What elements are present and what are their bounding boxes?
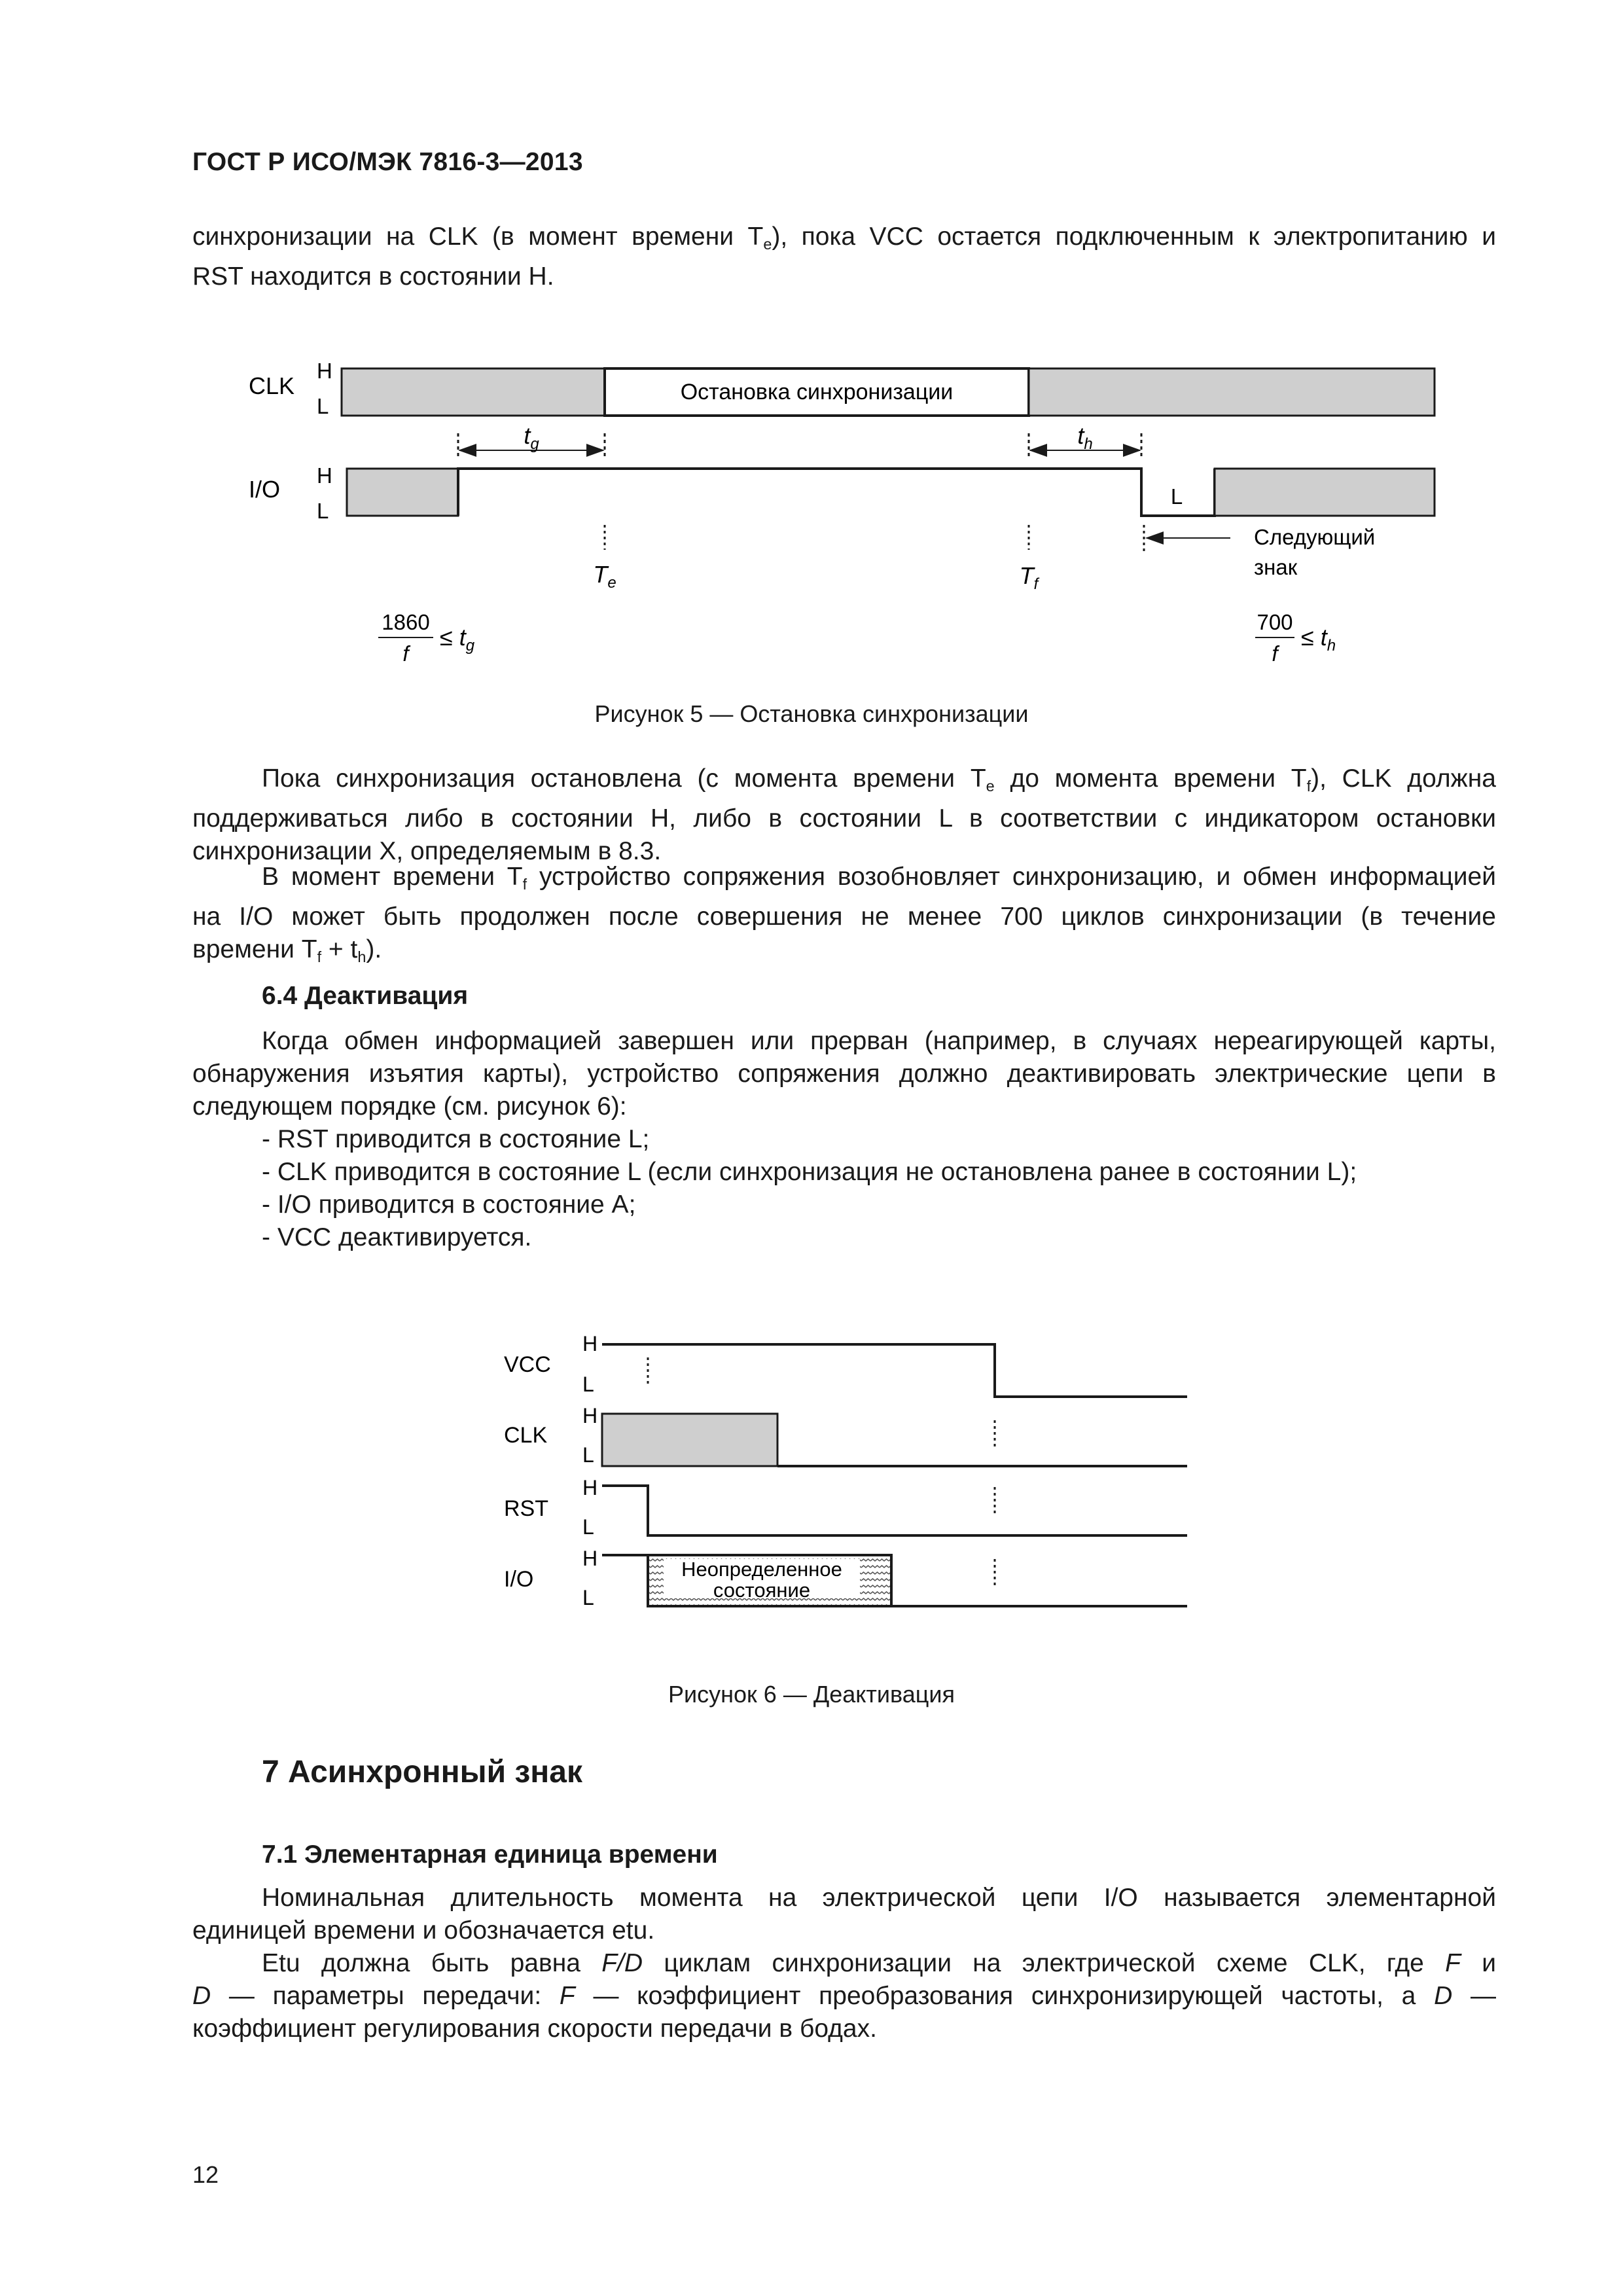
- section-7-1-paragraph-2: Etu должна быть равна F/D циклам синхронизации на электрической схеме CLK, где F и D — параметры передачи: F — коэффициент преобразования синхронизирующей частоты, а D — коэффициент регулирования скорости передачи в бодах.: [192, 1949, 1496, 2043]
- io6-l: L: [582, 1586, 594, 1609]
- page-number: 12: [192, 2161, 219, 2188]
- io-label: I/O: [249, 476, 281, 503]
- figure5-caption: Рисунок 5 — Остановка синхронизации: [594, 700, 1029, 727]
- th-label: $t_h$: [1077, 422, 1093, 453]
- list-item: - VCC деактивируется.: [262, 1223, 532, 1251]
- io-active-block-2: [1215, 469, 1435, 516]
- clk-label: CLK: [249, 372, 295, 399]
- figure5-diagram: [0, 340, 1623, 707]
- formula-left-den: f: [402, 641, 409, 666]
- io-low-label: L: [1170, 484, 1183, 509]
- undefined-label-2: состояние: [713, 1579, 811, 1602]
- clk-l: L: [317, 394, 329, 418]
- formula-left-num: 1860: [382, 610, 430, 634]
- io-l: L: [317, 499, 329, 523]
- clk6-l: L: [582, 1443, 594, 1467]
- intro-paragraph: [192, 221, 1496, 293]
- vcc-label: VCC: [504, 1352, 551, 1377]
- clk-pulse-block-1: [342, 368, 605, 416]
- vcc-signal: [602, 1344, 1187, 1397]
- clk-pulse-block-2: [1029, 368, 1435, 416]
- te-label: $T_e$: [593, 561, 616, 592]
- section-7-1-title: 7.1 Элементарная единица времени: [262, 1840, 718, 1869]
- intro-text-end: ), пока VCC остается подключенным к электропитанию и: [772, 223, 1496, 251]
- intro-line2: RST находится в состоянии H.: [192, 262, 554, 291]
- io6-label: I/O: [504, 1567, 534, 1592]
- next-char-label-2: знак: [1254, 555, 1298, 579]
- section-6-4-paragraph: Когда обмен информацией завершен или прерван (например, в случаях нереагирующей карты, обнаружения изъятия карты), устройство сопряжения должно деактивировать электрические цепи в следующем порядке (см. рисунок 6):: [192, 1027, 1496, 1121]
- io6-h: H: [582, 1547, 598, 1570]
- rst-signal: [602, 1486, 1187, 1535]
- list-item: - RST приводится в состояние L;: [262, 1125, 650, 1153]
- paragraph-clock-stop: Пока синхронизация остановлена (с момента времени $T_e$ до момента времени $T_f$), CLK должна поддерживаться либо в состоянии H, либо в состоянии L в соответствии с индикатором остановки синхронизации X, определяемым в 8.3.: [192, 764, 1496, 866]
- document-header: ГОСТ Р ИСО/МЭК 7816-3—2013: [192, 148, 583, 176]
- list-item: - CLK приводится в состояние L (если синхронизация не остановлена ранее в состоянии L);: [262, 1158, 1357, 1186]
- next-char-label-1: Следующий: [1254, 525, 1376, 549]
- stop-label: Остановка синхронизации: [680, 380, 954, 404]
- paragraph-clock-resume: В момент времени $T_f$ устройство сопряжения возобновляет синхронизацию, и обмен информацией на I/O может быть продолжен после совершения не менее 700 циклов синхронизации (в течение времени $T_f + t_h$).: [192, 863, 1496, 966]
- vcc-l: L: [582, 1372, 594, 1396]
- clk6-label: CLK: [504, 1423, 548, 1448]
- section-7-1-paragraph-1: Номинальная длительность момента на электрической цепи I/O называется элементарной единицей времени и обозначается etu.: [192, 1884, 1496, 1945]
- tf-label: $T_f$: [1019, 562, 1039, 593]
- figure6-diagram: [0, 1316, 1623, 1623]
- io-active-block-1: [347, 469, 458, 516]
- formula-right-num: 700: [1257, 610, 1293, 634]
- clk6-h: H: [582, 1404, 598, 1427]
- figure6-caption: Рисунок 6 — Деактивация: [668, 1681, 955, 1708]
- tg-label: $t_g$: [524, 422, 539, 453]
- intro-sub: e: [763, 236, 772, 253]
- rst-h: H: [582, 1476, 598, 1499]
- clk6-active-block: [602, 1414, 777, 1466]
- section-6-4-title: 6.4 Деактивация: [262, 982, 469, 1010]
- formula-right-rel: ≤ $t_h$: [1301, 624, 1336, 655]
- clk-h: H: [317, 359, 332, 383]
- deactivation-list: [262, 1123, 1357, 1254]
- undefined-label-1: Неопределенное: [681, 1558, 842, 1581]
- io-signal-line: [458, 469, 1215, 516]
- io-h: H: [317, 463, 332, 488]
- list-item: - I/O приводится в состояние A;: [262, 1191, 636, 1219]
- rst-l: L: [582, 1515, 594, 1539]
- section-7-title: 7 Асинхронный знак: [262, 1755, 582, 1789]
- vcc-h: H: [582, 1332, 598, 1355]
- intro-text: синхронизации на CLK (в момент времени T: [192, 223, 764, 251]
- rst-label: RST: [504, 1496, 548, 1521]
- formula-right-den: f: [1272, 641, 1278, 666]
- formula-left-rel: ≤ $t_g$: [440, 624, 475, 655]
